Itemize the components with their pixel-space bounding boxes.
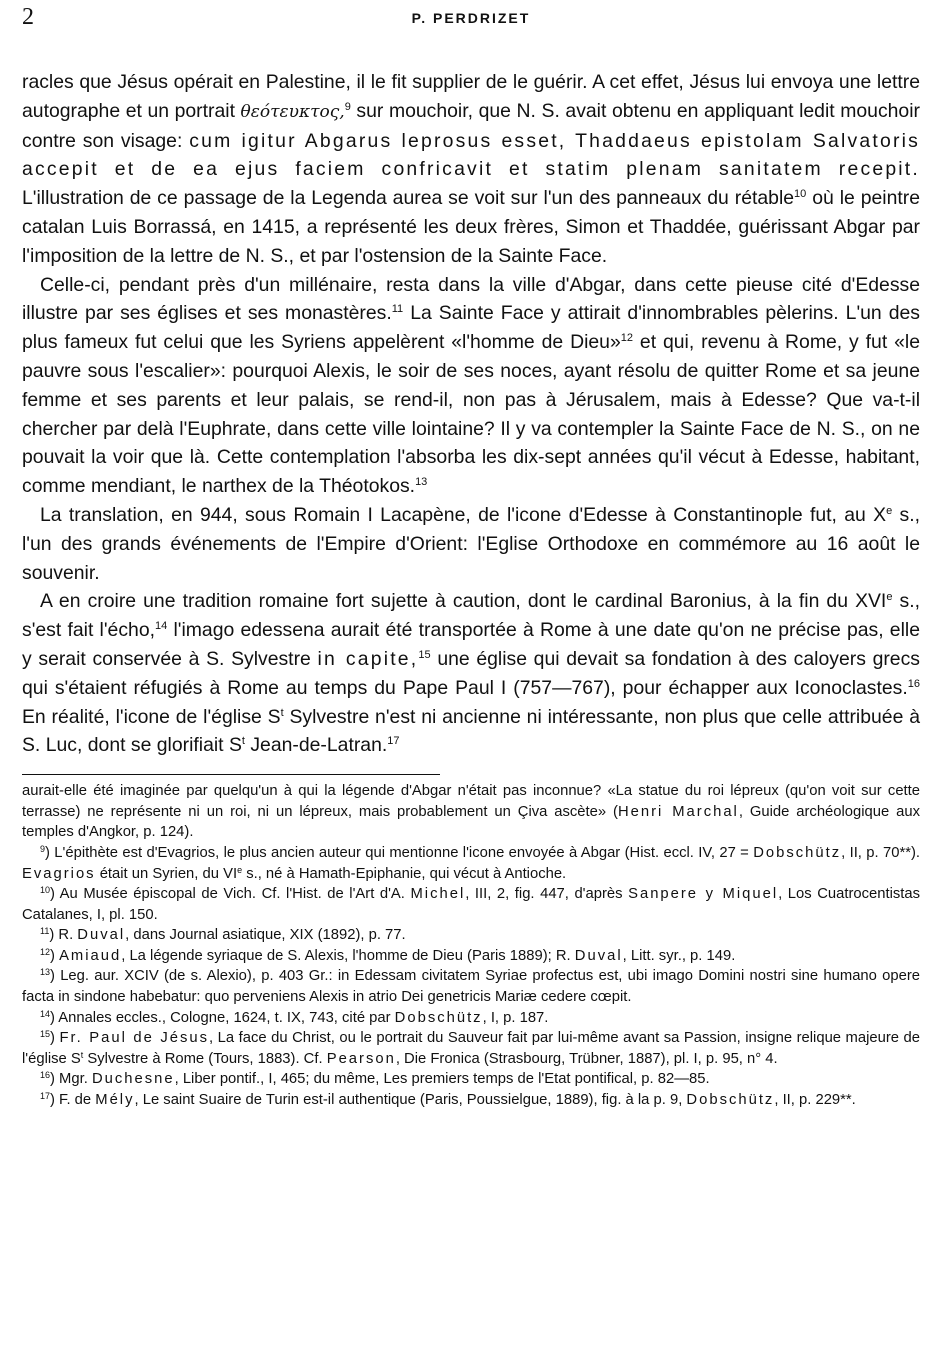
- footnote-ref-15: 15: [418, 648, 431, 661]
- author-name: Dobschütz: [394, 1009, 483, 1026]
- text-run: A en croire une tradition romaine fort sujette à caution, dont le cardinal Baronius, à la fin du XVI: [40, 590, 887, 613]
- text-run: Sylvestre n'est ni ancienne ni intéressante, non plus que celle attribuée à S. Luc, dont se glorifiait S: [22, 705, 920, 757]
- text-run: ): [50, 1030, 60, 1047]
- text-run: ) Mgr.: [50, 1071, 92, 1088]
- footnote-17: [22, 1090, 920, 1111]
- superscript: e: [886, 504, 893, 517]
- text-run: s., né à Hamath-Epiphanie, qui vécut à Antioche.: [242, 865, 567, 882]
- page-number: 2: [22, 4, 34, 30]
- author-name: Fr. Paul de Jésus: [59, 1030, 210, 1047]
- footnote-ref-10: 10: [794, 188, 807, 201]
- footnote-13: [22, 966, 920, 1007]
- paragraph-4: [22, 587, 920, 760]
- author-name: Sanpere y Miquel: [628, 886, 779, 903]
- superscript: e: [237, 864, 243, 875]
- text-run: , Litt. syr., p. 149.: [622, 947, 736, 964]
- text-run: , Die Fronica (Strasbourg, Trübner, 1887), pl. I, p. 95, n° 4.: [395, 1050, 778, 1067]
- author-name: Amiaud: [59, 947, 122, 964]
- author-name: Mély: [95, 1092, 135, 1109]
- text-run: , La face du Christ, ou le portrait du Sauveur fait par lui-même avant sa Passion, insigne relique majeure de l'église S: [22, 1030, 920, 1067]
- footnote-ref-11: 11: [391, 303, 404, 316]
- text-run: où le peintre catalan Luis Borrassá, en 1415, a représenté les deux frères, Simon et Thaddée, guérissant Abgar par l'imposition de la lettre de N. S., et par l'ostension de la Sainte Face.: [22, 187, 920, 267]
- text-run: , Los Cuatrocentistas Catalanes, I, pl. 150.: [22, 886, 921, 923]
- footnote-number: 11: [40, 926, 50, 937]
- footnote-number: 14: [40, 1008, 51, 1019]
- text-run: ) R.: [49, 927, 78, 944]
- footnote-number: 12: [40, 946, 51, 957]
- text-run: La Sainte Face y attirait d'innombrables pèlerins. L'un des plus fameux fut celui que les Syriens appelèrent «l'homme de Dieu»: [22, 302, 920, 354]
- main-text: [22, 68, 920, 760]
- text-run: ) Leg. aur. XCIV (de s. Alexio), p. 403 Gr.: in Edessam civitatem Syriae profectus est, ubi imago Domini nostri sine humano opere facta in sindone habebatur: quo perveniens Alexis in atrio Dei genetricis Mariæ cedere cœpit.: [22, 968, 920, 1006]
- footnote-continued: [22, 781, 920, 843]
- text-run: La translation, en 944, sous Romain I Lacapène, de l'icone d'Edesse à Constantinople fut, au X: [40, 503, 887, 526]
- author-name: Henri Marchal: [617, 803, 739, 820]
- text-run: ) L'épithète est d'Evagrios, le plus ancien auteur qui mentionne l'icone envoyée à Abgar (Hist. eccl. IV, 27 =: [45, 844, 754, 861]
- author-name: Duval: [77, 927, 126, 944]
- text-run: sur mouchoir, que N. S. avait obtenu en appliquant ledit mouchoir contre son visage:: [22, 99, 920, 152]
- footnote-ref-12: 12: [620, 332, 634, 345]
- footnote-12: [22, 946, 920, 967]
- footnote-11: [22, 925, 920, 946]
- text-run: Sylvestre à Rome (Tours, 1883). Cf.: [83, 1050, 327, 1067]
- footnote-ref-16: 16: [907, 677, 920, 690]
- footnote-10: [22, 884, 920, 925]
- footnote-ref-14: 14: [155, 620, 168, 633]
- superscript: t: [280, 706, 284, 719]
- footnote-14: [22, 1008, 920, 1029]
- footnote-number: 15: [40, 1029, 51, 1040]
- page: [22, 0, 920, 1111]
- footnote-15: [22, 1028, 920, 1069]
- text-run: ): [50, 947, 60, 964]
- text-run: Jean-de-Latran.: [244, 734, 388, 757]
- text-run: ) Annales eccles., Cologne, 1624, t. IX, 743, cité par: [50, 1009, 395, 1026]
- text-run: , dans Journal asiatique, XIX (1892), p. 77.: [125, 927, 406, 944]
- author-name: Dobschütz: [753, 844, 842, 861]
- spaced-phrase: in capite,: [317, 647, 419, 670]
- text-run: , III, 2, fig. 447, d'après: [465, 886, 629, 903]
- footnote-divider: [22, 774, 440, 775]
- author-name: Dobschütz: [686, 1092, 775, 1109]
- author-name: Duval: [574, 947, 623, 964]
- text-run: , Guide archéologique aux temples d'Angkor, p. 124).: [22, 803, 920, 841]
- text-run: une église qui devait sa fondation à des caloyers grecs qui s'étaient réfugiés à Rome au temps du Pape Paul I (757—767), pour échapper aux Iconoclastes.: [22, 647, 920, 699]
- text-run: En réalité, l'icone de l'église S: [22, 705, 281, 728]
- author-name: Michel: [410, 886, 466, 903]
- text-run: s., s'est fait l'écho,: [22, 590, 920, 642]
- footnote-number: 16: [40, 1070, 51, 1081]
- text-run: aurait-elle été imaginée par quelqu'un à qui la légende d'Abgar n'était pas inconnue? «La statue du roi lépreux (qu'on voit sur cette terrasse) ne représente ni un roi, ni un lépreux, mais probablement un Çiva ascète» (: [22, 783, 920, 820]
- text-run: , II, p. 70**).: [841, 844, 920, 861]
- paragraph-1: [22, 68, 920, 271]
- superscript: t: [80, 1049, 84, 1060]
- text-run: ) Au Musée épiscopal de Vich. Cf. l'Hist. de l'Art d'A.: [50, 886, 411, 903]
- paragraph-3: [22, 501, 920, 587]
- text-run: s., l'un des grands événements de l'Empire d'Orient: l'Eglise Orthodoxe en commémore au 16 août le souvenir.: [22, 503, 921, 584]
- footnote-9: [22, 843, 920, 884]
- footnote-number: 17: [40, 1091, 51, 1102]
- footnote-number: 9: [40, 843, 46, 854]
- footnote-number: 13: [40, 967, 51, 978]
- text-run: était un Syrien, du VI: [95, 865, 238, 882]
- paragraph-2: [22, 271, 920, 501]
- text-run: racles que Jésus opérait en Palestine, il le fit supplier de le guérir. A cet effet, Jésus lui envoya une lettre autographe et un portrait: [22, 71, 920, 122]
- author-name: Pearson: [326, 1050, 396, 1067]
- superscript: t: [241, 735, 245, 748]
- text-run: et qui, revenu à Rome, y fut «le pauvre sous l'escalier»: pourquoi Alexis, le soir de ses noces, ayant résolu de quitter Rome et sa jeune femme et ses parents et leur palais, se rend-il, non pas à Jérusalem, mais à Edesse? Que va-t-il chercher par delà l'Euphrate, dans cette ville lointaine? Il y va contempler la Sainte Face de N. S., on ne pouvait la voir que là. Cette contemplation l'absorba les dix-sept années qu'il vécut à Edesse, habitant, comme mendiant, le narthex de la Théotokos.: [22, 331, 920, 498]
- footnotes: [22, 781, 920, 1111]
- text-run: , La légende syriaque de S. Alexis, l'homme de Dieu (Paris 1889); R.: [121, 947, 575, 964]
- greek-word: θεότευκτος,: [240, 101, 345, 122]
- footnote-ref-9: 9: [344, 100, 351, 113]
- text-run: Celle-ci, pendant près d'un millénaire, resta dans la ville d'Abgar, dans cette pieuse cité d'Edesse illustre par ses églises et ses monastères.: [22, 273, 920, 325]
- text-run: ) F. de: [50, 1092, 96, 1109]
- text-run: , I, p. 187.: [482, 1009, 549, 1026]
- text-run: , II, p. 229**.: [774, 1092, 856, 1109]
- page-header: [22, 0, 920, 34]
- footnote-16: [22, 1069, 920, 1090]
- text-run: L'illustration de ce passage de la Legenda aurea se voit sur l'un des panneaux du rétable: [22, 187, 795, 210]
- footnote-ref-13: 13: [415, 476, 428, 489]
- latin-quote: cum igitur Abgarus leprosus esset, Thaddaeus epistolam Salvatoris accepit et de ea ejus faciem confricavit et statim plenam sanitatem recepit.: [22, 129, 921, 181]
- author-name: Evagrios: [22, 865, 96, 882]
- running-title: P. PERDRIZET: [411, 10, 531, 26]
- footnote-ref-17: 17: [387, 735, 400, 748]
- text-run: , Liber pontif., I, 465; du même, Les premiers temps de l'Etat pontifical, p. 82—85.: [174, 1071, 710, 1088]
- text-run: , Le saint Suaire de Turin est-il authentique (Paris, Poussielgue, 1889), fig. à la p. 9,: [134, 1092, 687, 1109]
- text-run: l'imago edessena aurait été transportée à Rome à une date qu'on ne précise pas, elle y serait conservée à S. Sylvestre: [22, 619, 920, 670]
- superscript: e: [886, 591, 893, 604]
- footnote-number: 10: [40, 885, 51, 896]
- author-name: Duchesne: [91, 1071, 175, 1088]
